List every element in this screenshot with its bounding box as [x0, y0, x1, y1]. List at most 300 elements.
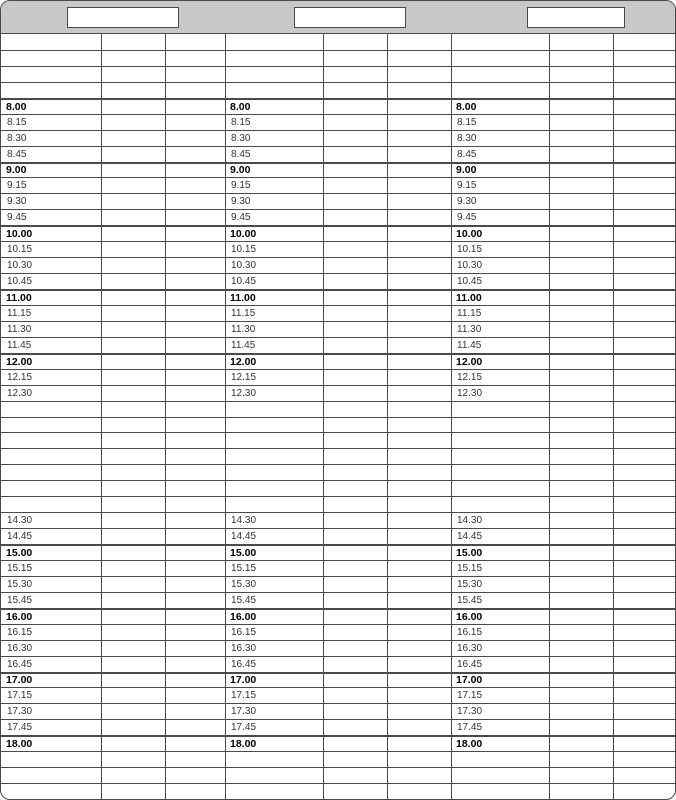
schedule-cell[interactable]: [2, 115, 101, 130]
schedule-cell[interactable]: [102, 673, 165, 688]
schedule-cell[interactable]: [550, 625, 613, 640]
schedule-cell[interactable]: [550, 83, 613, 98]
schedule-cell[interactable]: [2, 178, 101, 193]
schedule-cell[interactable]: [166, 673, 224, 688]
schedule-cell[interactable]: [102, 625, 165, 640]
schedule-cell[interactable]: [550, 354, 613, 369]
schedule-cell[interactable]: [388, 449, 450, 464]
schedule-cell[interactable]: [102, 83, 165, 98]
schedule-cell[interactable]: [226, 465, 323, 480]
schedule-cell[interactable]: [614, 465, 675, 480]
schedule-cell[interactable]: [102, 258, 165, 273]
schedule-cell[interactable]: [166, 322, 224, 337]
schedule-cell[interactable]: [102, 497, 165, 512]
schedule-cell[interactable]: [226, 306, 323, 321]
schedule-cell[interactable]: [388, 673, 450, 688]
schedule-cell[interactable]: [452, 593, 549, 608]
schedule-cell[interactable]: [166, 768, 224, 783]
schedule-cell[interactable]: [550, 386, 613, 401]
schedule-cell[interactable]: [102, 529, 165, 544]
schedule-cell[interactable]: [166, 67, 224, 82]
schedule-cell[interactable]: [166, 370, 224, 385]
schedule-cell[interactable]: [226, 131, 323, 146]
schedule-cell[interactable]: [324, 258, 387, 273]
schedule-cell[interactable]: [102, 465, 165, 480]
schedule-cell[interactable]: [324, 449, 387, 464]
schedule-cell[interactable]: [550, 290, 613, 305]
schedule-cell[interactable]: [614, 386, 675, 401]
schedule-cell[interactable]: [226, 625, 323, 640]
schedule-cell[interactable]: [166, 210, 224, 225]
schedule-cell[interactable]: [614, 513, 675, 528]
schedule-cell[interactable]: [324, 433, 387, 448]
schedule-cell[interactable]: [452, 465, 549, 480]
schedule-cell[interactable]: [388, 210, 450, 225]
schedule-cell[interactable]: [2, 274, 101, 289]
schedule-cell[interactable]: [614, 481, 675, 496]
schedule-cell[interactable]: [166, 561, 224, 576]
schedule-cell[interactable]: [324, 274, 387, 289]
schedule-cell[interactable]: [226, 354, 323, 369]
schedule-cell[interactable]: [226, 720, 323, 735]
schedule-cell[interactable]: [2, 720, 101, 735]
schedule-cell[interactable]: [102, 51, 165, 66]
schedule-cell[interactable]: [2, 465, 101, 480]
schedule-cell[interactable]: [614, 418, 675, 433]
schedule-cell[interactable]: [102, 433, 165, 448]
schedule-cell[interactable]: [226, 768, 323, 783]
schedule-cell[interactable]: [550, 593, 613, 608]
schedule-cell[interactable]: [166, 593, 224, 608]
schedule-cell[interactable]: [388, 131, 450, 146]
schedule-cell[interactable]: [102, 641, 165, 656]
schedule-cell[interactable]: [2, 641, 101, 656]
schedule-cell[interactable]: [226, 147, 323, 162]
schedule-cell[interactable]: [614, 99, 675, 114]
schedule-cell[interactable]: [2, 147, 101, 162]
schedule-cell[interactable]: [226, 593, 323, 608]
schedule-cell[interactable]: [452, 641, 549, 656]
schedule-cell[interactable]: [2, 784, 101, 799]
schedule-cell[interactable]: [2, 163, 101, 178]
schedule-cell[interactable]: [226, 51, 323, 66]
schedule-cell[interactable]: [2, 481, 101, 496]
schedule-cell[interactable]: [452, 322, 549, 337]
schedule-cell[interactable]: [226, 35, 323, 50]
schedule-cell[interactable]: [324, 688, 387, 703]
schedule-cell[interactable]: [166, 545, 224, 560]
schedule-cell[interactable]: [452, 657, 549, 672]
schedule-cell[interactable]: [614, 370, 675, 385]
schedule-cell[interactable]: [550, 370, 613, 385]
schedule-cell[interactable]: [166, 115, 224, 130]
schedule-cell[interactable]: [550, 529, 613, 544]
schedule-cell[interactable]: [388, 418, 450, 433]
schedule-cell[interactable]: [2, 83, 101, 98]
schedule-cell[interactable]: [452, 51, 549, 66]
schedule-cell[interactable]: [166, 641, 224, 656]
schedule-cell[interactable]: [614, 784, 675, 799]
schedule-cell[interactable]: [166, 338, 224, 353]
schedule-cell[interactable]: [2, 688, 101, 703]
schedule-cell[interactable]: [388, 242, 450, 257]
schedule-cell[interactable]: [166, 51, 224, 66]
schedule-cell[interactable]: [324, 242, 387, 257]
schedule-cell[interactable]: [388, 354, 450, 369]
schedule-cell[interactable]: [550, 338, 613, 353]
schedule-cell[interactable]: [324, 609, 387, 624]
schedule-cell[interactable]: [324, 704, 387, 719]
schedule-cell[interactable]: [614, 147, 675, 162]
schedule-cell[interactable]: [166, 720, 224, 735]
schedule-cell[interactable]: [452, 449, 549, 464]
schedule-cell[interactable]: [550, 178, 613, 193]
schedule-cell[interactable]: [2, 226, 101, 241]
schedule-cell[interactable]: [166, 481, 224, 496]
schedule-cell[interactable]: [550, 226, 613, 241]
schedule-cell[interactable]: [102, 354, 165, 369]
schedule-cell[interactable]: [614, 194, 675, 209]
schedule-cell[interactable]: [388, 163, 450, 178]
schedule-cell[interactable]: [388, 529, 450, 544]
schedule-cell[interactable]: [226, 418, 323, 433]
schedule-cell[interactable]: [166, 577, 224, 592]
schedule-cell[interactable]: [388, 561, 450, 576]
schedule-cell[interactable]: [388, 99, 450, 114]
schedule-cell[interactable]: [452, 497, 549, 512]
schedule-cell[interactable]: [324, 625, 387, 640]
schedule-cell[interactable]: [2, 51, 101, 66]
schedule-cell[interactable]: [166, 258, 224, 273]
schedule-cell[interactable]: [324, 226, 387, 241]
column-title-field-1[interactable]: [67, 7, 179, 28]
schedule-cell[interactable]: [2, 752, 101, 767]
schedule-cell[interactable]: [614, 657, 675, 672]
schedule-cell[interactable]: [452, 131, 549, 146]
schedule-cell[interactable]: [102, 194, 165, 209]
schedule-cell[interactable]: [226, 386, 323, 401]
schedule-cell[interactable]: [388, 386, 450, 401]
schedule-cell[interactable]: [324, 35, 387, 50]
schedule-cell[interactable]: [614, 178, 675, 193]
schedule-cell[interactable]: [166, 274, 224, 289]
schedule-cell[interactable]: [550, 465, 613, 480]
schedule-cell[interactable]: [166, 529, 224, 544]
schedule-cell[interactable]: [324, 497, 387, 512]
schedule-cell[interactable]: [614, 51, 675, 66]
schedule-cell[interactable]: [324, 51, 387, 66]
schedule-cell[interactable]: [388, 736, 450, 751]
schedule-cell[interactable]: [452, 609, 549, 624]
schedule-cell[interactable]: [324, 593, 387, 608]
schedule-cell[interactable]: [550, 402, 613, 417]
schedule-cell[interactable]: [452, 513, 549, 528]
schedule-cell[interactable]: [324, 752, 387, 767]
schedule-cell[interactable]: [452, 704, 549, 719]
schedule-cell[interactable]: [2, 258, 101, 273]
schedule-cell[interactable]: [324, 338, 387, 353]
schedule-cell[interactable]: [226, 322, 323, 337]
schedule-cell[interactable]: [166, 736, 224, 751]
schedule-cell[interactable]: [324, 322, 387, 337]
schedule-cell[interactable]: [2, 194, 101, 209]
schedule-cell[interactable]: [2, 704, 101, 719]
schedule-cell[interactable]: [324, 163, 387, 178]
schedule-cell[interactable]: [550, 545, 613, 560]
schedule-cell[interactable]: [324, 465, 387, 480]
schedule-cell[interactable]: [102, 768, 165, 783]
schedule-cell[interactable]: [452, 481, 549, 496]
schedule-cell[interactable]: [166, 402, 224, 417]
schedule-cell[interactable]: [226, 67, 323, 82]
schedule-cell[interactable]: [102, 418, 165, 433]
schedule-cell[interactable]: [166, 99, 224, 114]
schedule-cell[interactable]: [2, 354, 101, 369]
schedule-cell[interactable]: [388, 465, 450, 480]
schedule-cell[interactable]: [2, 67, 101, 82]
schedule-cell[interactable]: [2, 513, 101, 528]
schedule-cell[interactable]: [452, 306, 549, 321]
schedule-cell[interactable]: [388, 147, 450, 162]
schedule-cell[interactable]: [226, 433, 323, 448]
schedule-cell[interactable]: [226, 83, 323, 98]
schedule-cell[interactable]: [550, 131, 613, 146]
column-title-field-3[interactable]: [527, 7, 625, 28]
schedule-cell[interactable]: [388, 51, 450, 66]
schedule-cell[interactable]: [226, 577, 323, 592]
schedule-cell[interactable]: [102, 561, 165, 576]
schedule-cell[interactable]: [388, 178, 450, 193]
schedule-cell[interactable]: [388, 274, 450, 289]
schedule-cell[interactable]: [226, 449, 323, 464]
schedule-cell[interactable]: [102, 593, 165, 608]
schedule-cell[interactable]: [452, 784, 549, 799]
schedule-cell[interactable]: [452, 402, 549, 417]
schedule-cell[interactable]: [324, 115, 387, 130]
schedule-cell[interactable]: [324, 545, 387, 560]
schedule-cell[interactable]: [226, 210, 323, 225]
schedule-cell[interactable]: [226, 752, 323, 767]
schedule-cell[interactable]: [102, 545, 165, 560]
schedule-cell[interactable]: [324, 513, 387, 528]
schedule-cell[interactable]: [550, 657, 613, 672]
schedule-cell[interactable]: [2, 131, 101, 146]
schedule-cell[interactable]: [550, 513, 613, 528]
schedule-cell[interactable]: [102, 481, 165, 496]
schedule-cell[interactable]: [166, 688, 224, 703]
schedule-cell[interactable]: [550, 609, 613, 624]
schedule-cell[interactable]: [550, 242, 613, 257]
schedule-cell[interactable]: [550, 306, 613, 321]
schedule-cell[interactable]: [452, 67, 549, 82]
schedule-cell[interactable]: [388, 625, 450, 640]
schedule-cell[interactable]: [550, 210, 613, 225]
schedule-cell[interactable]: [550, 720, 613, 735]
schedule-cell[interactable]: [102, 577, 165, 592]
schedule-cell[interactable]: [102, 386, 165, 401]
schedule-cell[interactable]: [324, 418, 387, 433]
schedule-cell[interactable]: [226, 258, 323, 273]
schedule-cell[interactable]: [550, 35, 613, 50]
schedule-cell[interactable]: [550, 673, 613, 688]
schedule-cell[interactable]: [614, 449, 675, 464]
schedule-cell[interactable]: [452, 258, 549, 273]
schedule-cell[interactable]: [324, 194, 387, 209]
schedule-cell[interactable]: [452, 35, 549, 50]
schedule-cell[interactable]: [388, 322, 450, 337]
schedule-cell[interactable]: [102, 720, 165, 735]
schedule-cell[interactable]: [226, 402, 323, 417]
schedule-cell[interactable]: [226, 338, 323, 353]
schedule-cell[interactable]: [2, 673, 101, 688]
schedule-cell[interactable]: [614, 577, 675, 592]
schedule-cell[interactable]: [550, 561, 613, 576]
schedule-cell[interactable]: [550, 274, 613, 289]
schedule-cell[interactable]: [614, 593, 675, 608]
schedule-cell[interactable]: [2, 99, 101, 114]
schedule-cell[interactable]: [614, 258, 675, 273]
schedule-cell[interactable]: [388, 338, 450, 353]
schedule-cell[interactable]: [452, 194, 549, 209]
schedule-cell[interactable]: [550, 147, 613, 162]
schedule-cell[interactable]: [2, 210, 101, 225]
schedule-cell[interactable]: [324, 657, 387, 672]
schedule-cell[interactable]: [2, 242, 101, 257]
schedule-cell[interactable]: [550, 67, 613, 82]
schedule-cell[interactable]: [2, 418, 101, 433]
schedule-cell[interactable]: [102, 752, 165, 767]
schedule-cell[interactable]: [614, 290, 675, 305]
schedule-cell[interactable]: [226, 481, 323, 496]
schedule-cell[interactable]: [452, 147, 549, 162]
schedule-cell[interactable]: [388, 768, 450, 783]
schedule-cell[interactable]: [166, 242, 224, 257]
schedule-cell[interactable]: [2, 529, 101, 544]
schedule-cell[interactable]: [2, 609, 101, 624]
schedule-cell[interactable]: [166, 131, 224, 146]
schedule-cell[interactable]: [102, 338, 165, 353]
schedule-cell[interactable]: [388, 290, 450, 305]
schedule-cell[interactable]: [388, 35, 450, 50]
schedule-cell[interactable]: [550, 688, 613, 703]
schedule-cell[interactable]: [226, 290, 323, 305]
schedule-cell[interactable]: [2, 561, 101, 576]
schedule-cell[interactable]: [166, 497, 224, 512]
schedule-cell[interactable]: [550, 322, 613, 337]
schedule-cell[interactable]: [614, 163, 675, 178]
schedule-cell[interactable]: [2, 545, 101, 560]
schedule-cell[interactable]: [388, 720, 450, 735]
schedule-cell[interactable]: [324, 561, 387, 576]
schedule-cell[interactable]: [452, 83, 549, 98]
schedule-cell[interactable]: [324, 178, 387, 193]
schedule-cell[interactable]: [324, 306, 387, 321]
schedule-cell[interactable]: [614, 704, 675, 719]
schedule-cell[interactable]: [388, 258, 450, 273]
schedule-cell[interactable]: [102, 99, 165, 114]
schedule-cell[interactable]: [452, 354, 549, 369]
schedule-cell[interactable]: [324, 641, 387, 656]
schedule-cell[interactable]: [226, 163, 323, 178]
schedule-cell[interactable]: [102, 322, 165, 337]
schedule-cell[interactable]: [388, 370, 450, 385]
schedule-cell[interactable]: [324, 577, 387, 592]
schedule-cell[interactable]: [166, 657, 224, 672]
schedule-cell[interactable]: [102, 704, 165, 719]
schedule-cell[interactable]: [388, 115, 450, 130]
schedule-cell[interactable]: [452, 673, 549, 688]
schedule-cell[interactable]: [614, 720, 675, 735]
schedule-cell[interactable]: [102, 178, 165, 193]
schedule-cell[interactable]: [166, 163, 224, 178]
schedule-cell[interactable]: [452, 625, 549, 640]
schedule-cell[interactable]: [226, 641, 323, 656]
schedule-cell[interactable]: [226, 194, 323, 209]
schedule-cell[interactable]: [324, 529, 387, 544]
schedule-cell[interactable]: [226, 115, 323, 130]
schedule-cell[interactable]: [452, 545, 549, 560]
schedule-cell[interactable]: [550, 752, 613, 767]
schedule-cell[interactable]: [102, 290, 165, 305]
schedule-cell[interactable]: [102, 274, 165, 289]
schedule-cell[interactable]: [452, 242, 549, 257]
schedule-cell[interactable]: [102, 657, 165, 672]
schedule-cell[interactable]: [388, 497, 450, 512]
schedule-cell[interactable]: [226, 370, 323, 385]
schedule-cell[interactable]: [226, 784, 323, 799]
schedule-cell[interactable]: [226, 513, 323, 528]
schedule-cell[interactable]: [102, 67, 165, 82]
schedule-cell[interactable]: [2, 657, 101, 672]
schedule-cell[interactable]: [614, 226, 675, 241]
schedule-cell[interactable]: [614, 673, 675, 688]
schedule-cell[interactable]: [614, 768, 675, 783]
schedule-cell[interactable]: [388, 545, 450, 560]
schedule-cell[interactable]: [166, 609, 224, 624]
schedule-cell[interactable]: [102, 242, 165, 257]
schedule-cell[interactable]: [614, 529, 675, 544]
schedule-cell[interactable]: [166, 513, 224, 528]
schedule-cell[interactable]: [452, 290, 549, 305]
schedule-cell[interactable]: [388, 83, 450, 98]
schedule-cell[interactable]: [226, 178, 323, 193]
schedule-cell[interactable]: [166, 433, 224, 448]
schedule-cell[interactable]: [2, 370, 101, 385]
schedule-cell[interactable]: [614, 402, 675, 417]
schedule-cell[interactable]: [550, 258, 613, 273]
schedule-cell[interactable]: [452, 226, 549, 241]
schedule-cell[interactable]: [166, 35, 224, 50]
schedule-cell[interactable]: [102, 688, 165, 703]
schedule-cell[interactable]: [388, 577, 450, 592]
schedule-cell[interactable]: [614, 131, 675, 146]
schedule-cell[interactable]: [166, 784, 224, 799]
schedule-cell[interactable]: [388, 593, 450, 608]
schedule-cell[interactable]: [324, 673, 387, 688]
schedule-cell[interactable]: [102, 163, 165, 178]
schedule-cell[interactable]: [166, 465, 224, 480]
schedule-cell[interactable]: [614, 625, 675, 640]
schedule-cell[interactable]: [324, 402, 387, 417]
schedule-cell[interactable]: [226, 673, 323, 688]
schedule-cell[interactable]: [452, 99, 549, 114]
schedule-cell[interactable]: [226, 561, 323, 576]
schedule-cell[interactable]: [388, 226, 450, 241]
schedule-cell[interactable]: [452, 752, 549, 767]
schedule-cell[interactable]: [550, 418, 613, 433]
schedule-cell[interactable]: [324, 354, 387, 369]
schedule-cell[interactable]: [388, 306, 450, 321]
